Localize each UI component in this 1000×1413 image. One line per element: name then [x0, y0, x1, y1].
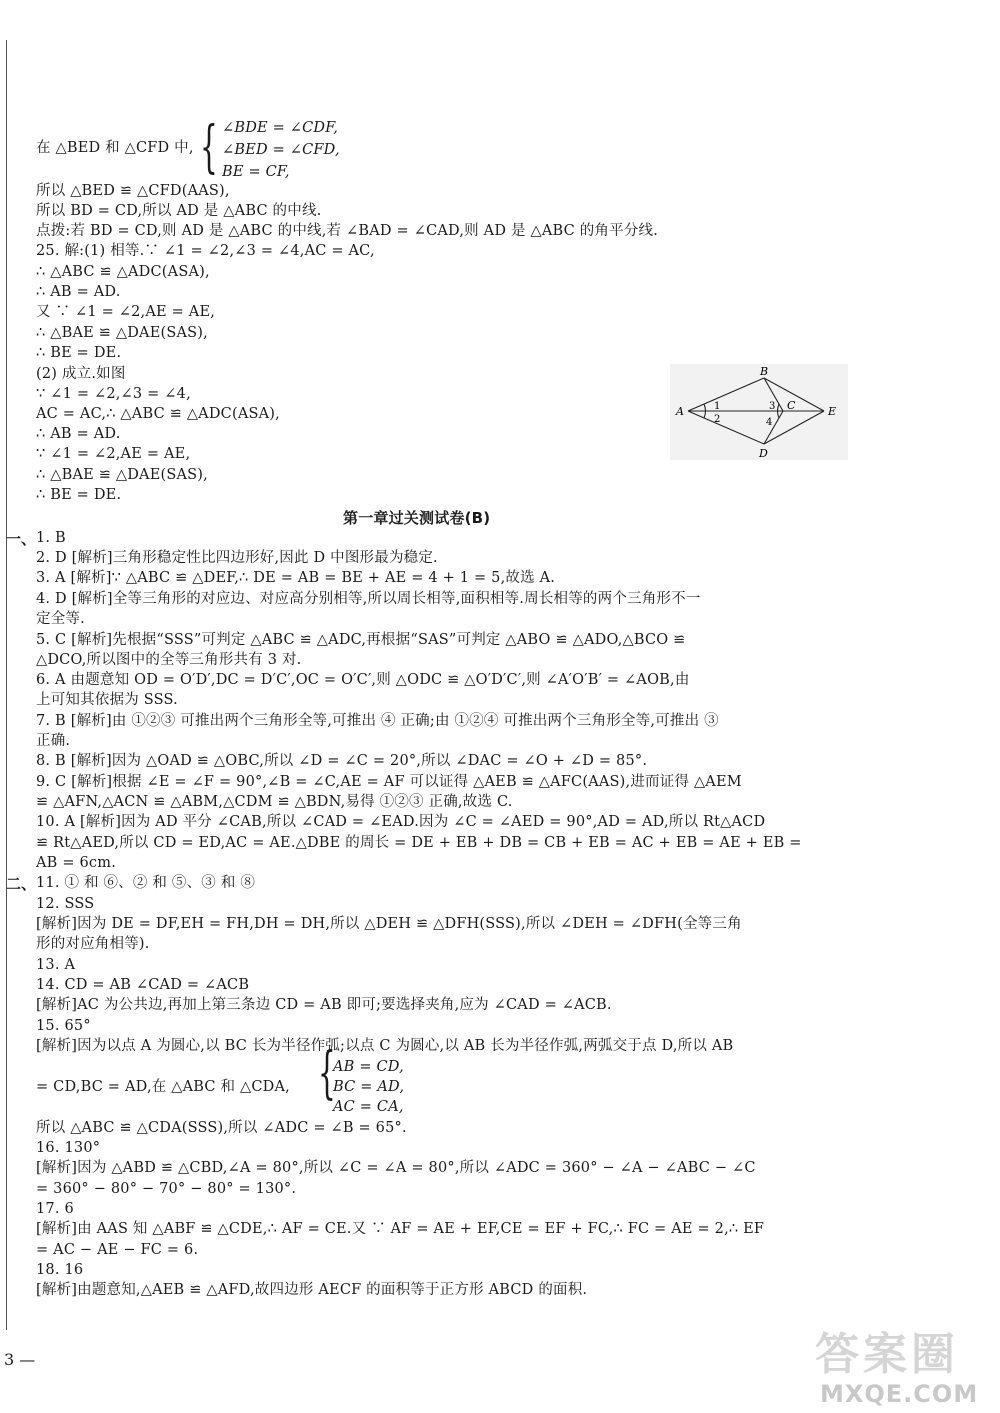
text-line: 点拨:若 BD = CD,则 AD 是 △ABC 的中线,若 ∠BAD = ∠CAD,则 AD 是 △ABC 的角平分线.	[36, 223, 659, 239]
answer-line: 定全等.	[36, 611, 85, 627]
label-D: D	[759, 447, 768, 460]
text-line: 25. 解:(1) 相等.∵ ∠1 = ∠2,∠3 = ∠4,AC = AC,	[36, 243, 375, 259]
answer-line: 9. C [解析]根据 ∠E = ∠F = 90°,∠B = ∠C,AE = AF 可以证得 △AEB ≌ △AFC(AAS),进而证得 △AEM	[36, 774, 742, 790]
label-A: A	[676, 405, 684, 418]
answer-line: 14. CD = AB ∠CAD = ∠ACB	[36, 977, 250, 993]
text-line: ∴ BE = DE.	[36, 345, 122, 361]
answer-line: △DCO,所以图中的全等三角形共有 3 对.	[36, 652, 302, 668]
answer-line: 正确.	[36, 733, 71, 749]
text-line: ∴ △BAE ≌ △DAE(SAS),	[36, 325, 208, 341]
text-line: 在 △BED 和 △CFD 中,	[36, 140, 194, 156]
answer-line: 10. A [解析]因为 AD 平分 ∠CAB,所以 ∠CAD = ∠EAD.因为 ∠C = ∠AED = 90°,AD = AD,所以 Rt△ACD	[36, 814, 766, 830]
answer-line: [解析]由 AAS 知 △ABF ≌ △CDE,∴ AF = CE.又 ∵ AF = AE + EF,CE = EF + FC,∴ FC = AE = 2,∴ EF	[36, 1221, 765, 1237]
answer-line: ≌ △AFN,△ACN ≌ △ABM,△CDM ≌ △BDN,易得 ①②③ 正确,故选 C.	[36, 794, 513, 810]
answer-line: 12. SSS	[36, 896, 95, 912]
answer-line: 13. A	[36, 957, 76, 973]
text-line: ∠BDE = ∠CDF,	[222, 120, 339, 136]
answer-line: 17. 6	[36, 1201, 74, 1217]
answer-line: ≌ Rt△AED,所以 CD = ED,AC = AE.△DBE 的周长 = DE + EB + DB = CB + EB = AC + EB = AE + EB =	[36, 835, 802, 851]
label-angle-3: 3	[769, 401, 776, 412]
answer-line: 18. 16	[36, 1262, 84, 1278]
left-margin-rule	[6, 40, 7, 1330]
text-line: ∵ ∠1 = ∠2,AE = AE,	[36, 446, 191, 462]
answer-line: BC = AD,	[333, 1079, 405, 1095]
answer-line: 11. ① 和 ⑥、② 和 ⑤、③ 和 ⑧	[36, 875, 256, 891]
answer-line: AB = 6cm.	[36, 855, 116, 871]
text-line: ∠BED = ∠CFD,	[222, 142, 340, 158]
answer-line: 1. B	[36, 530, 66, 546]
answer-line: 7. B [解析]由 ①②③ 可推出两个三角形全等,可推出 ④ 正确;由 ①②④ 可推出两个三角形全等,可推出 ③	[36, 713, 719, 729]
text-line: BE = CF,	[222, 164, 290, 180]
brace: {	[318, 1041, 336, 1106]
text-line: ∴ △ABC ≌ △ADC(ASA),	[36, 264, 210, 280]
answer-line: 6. A 由题意知 OD = O′D′,DC = D′C′,OC = O′C′,则 △ODC ≌ △O′D′C′,则 ∠A′O′B′ = ∠AOB,由	[36, 672, 690, 688]
brace: {	[200, 115, 218, 180]
answer-line: 5. C [解析]先根据“SSS”可判定 △ABC ≌ △ADC,再根据“SAS”可判定 △ABO ≌ △ADO,△BCO ≌	[36, 632, 686, 648]
section-title: 第一章过关测试卷(B)	[343, 509, 491, 527]
answer-line: [解析]因为以点 A 为圆心,以 BC 长为半径作弧;以点 C 为圆心,以 AB 长为半径作弧,两弧交于点 D,所以 AB	[36, 1038, 734, 1054]
label-angle-2: 2	[714, 414, 721, 425]
text-line: 所以 BD = CD,所以 AD 是 △ABC 的中线.	[36, 203, 322, 219]
page-number: 3 —	[4, 1350, 36, 1369]
answer-line: 15. 65°	[36, 1018, 91, 1034]
answer-line: AC = CA,	[333, 1099, 404, 1115]
answer-line: 4. D [解析]全等三角形的对应边、对应高分别相等,所以周长相等,面积相等.周长相等的两个三角形不一	[36, 591, 701, 607]
answer-line: [解析]因为 DE = DF,EH = FH,DH = DH,所以 △DEH ≌ △DFH(SSS),所以 ∠DEH = ∠DFH(全等三角	[36, 916, 742, 932]
label-C: C	[787, 399, 796, 412]
text-line: 所以 △BED ≌ △CFD(AAS),	[36, 183, 230, 199]
watermark-logo: 答案圈	[815, 1329, 959, 1380]
answer-line: = CD,BC = AD,在 △ABC 和 △CDA,	[36, 1079, 290, 1095]
text-line: AC = AC,∴ △ABC ≌ △ADC(ASA),	[36, 406, 280, 422]
answer-line: [解析]因为 △ABD ≌ △CBD,∠A = 80°,所以 ∠C = ∠A = 80°,所以 ∠ADC = 360° − ∠A − ∠ABC − ∠C	[36, 1160, 756, 1176]
answer-line: [解析]由题意知,△AEB ≌ △AFD,故四边形 AECF 的面积等于正方形 ABCD 的面积.	[36, 1282, 588, 1298]
text-line: ∴ AB = AD.	[36, 284, 121, 300]
text-line: ∴ BE = DE.	[36, 487, 122, 503]
text-line: 又 ∵ ∠1 = ∠2,AE = AE,	[36, 304, 216, 320]
text-line: ∴ △BAE ≌ △DAE(SAS),	[36, 467, 208, 483]
answer-line: 8. B [解析]因为 △OAD ≌ △OBC,所以 ∠D = ∠C = 20°,所以 ∠DAC = ∠O + ∠D = 85°.	[36, 753, 648, 769]
answer-line: [解析]AC 为公共边,再加上第三条边 CD = AB 即可;要选择夹角,应为 ∠CAD = ∠ACB.	[36, 997, 612, 1013]
geometry-figure	[670, 364, 848, 460]
answer-line: 2. D [解析]三角形稳定性比四边形好,因此 D 中图形最为稳定.	[36, 550, 438, 566]
label-E: E	[828, 405, 837, 418]
text-line: (2) 成立.如图	[36, 366, 126, 382]
text-line: ∵ ∠1 = ∠2,∠3 = ∠4,	[36, 386, 191, 402]
section-marker: 一、	[6, 530, 37, 548]
answer-line: AB = CD,	[333, 1059, 404, 1075]
label-B: B	[760, 365, 769, 378]
section-marker: 二、	[6, 875, 37, 893]
label-angle-4: 4	[766, 417, 773, 428]
answer-line: 形的对应角相等).	[36, 936, 150, 952]
answer-line: 所以 △ABC ≌ △CDA(SSS),所以 ∠ADC = ∠B = 65°.	[36, 1120, 407, 1136]
answer-line: 上可知其依据为 SSS.	[36, 692, 178, 708]
answer-line: 16. 130°	[36, 1140, 101, 1156]
text-line: ∴ AB = AD.	[36, 426, 121, 442]
answer-line: = 360° − 80° − 70° − 80° = 130°.	[36, 1181, 297, 1197]
label-angle-1: 1	[714, 401, 721, 412]
answer-line: = AC − AE − FC = 6.	[36, 1242, 199, 1258]
watermark-url: MXQE.COM	[820, 1380, 979, 1408]
answer-line: 3. A [解析]∵ △ABC ≌ △DEF,∴ DE = AB = BE + AE = 4 + 1 = 5,故选 A.	[36, 570, 556, 586]
